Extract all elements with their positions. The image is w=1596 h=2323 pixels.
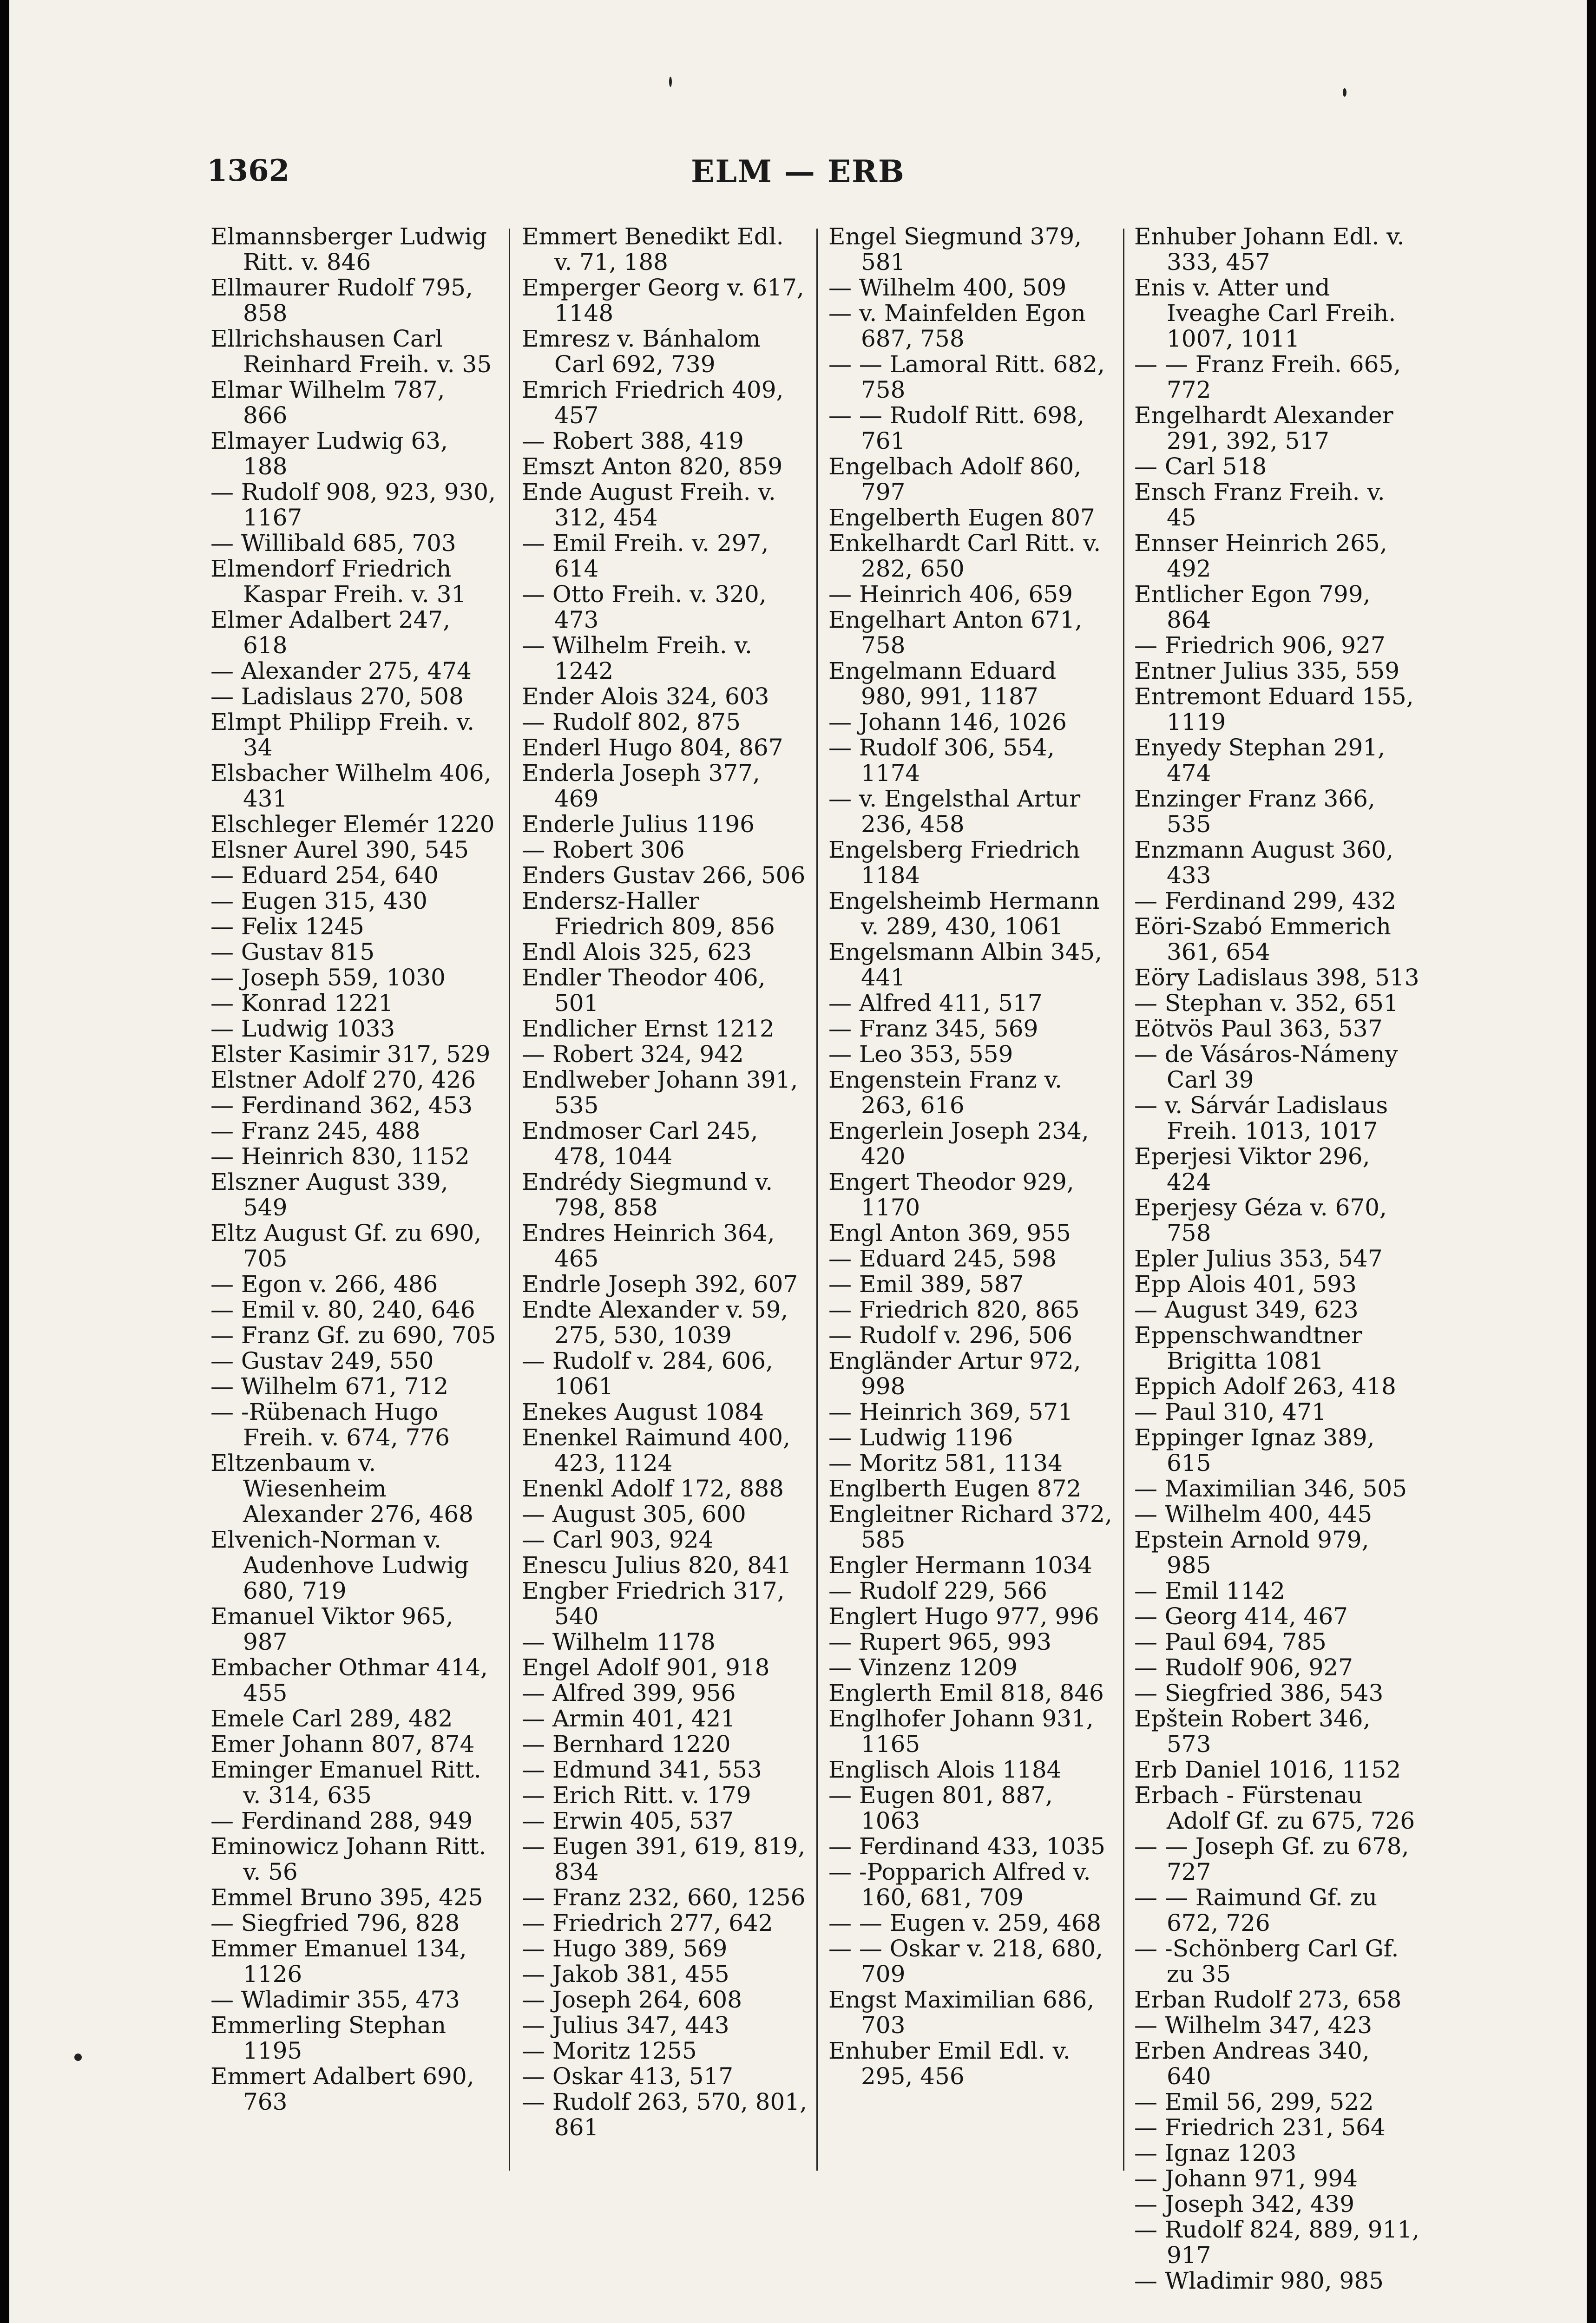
index-entry: — — Oskar v. 218, 680, 709	[828, 1935, 1103, 1988]
index-entry: Embacher Othmar 414, 455	[210, 1654, 488, 1706]
index-entry: — Emil 389, 587	[828, 1271, 1024, 1298]
index-entry: — Eugen 801, 887, 1063	[828, 1782, 1053, 1834]
column-3	[828, 224, 1114, 2175]
index-entry: Elschleger Elemér 1220	[210, 811, 495, 838]
index-entry: Emmerling Stephan 1195	[210, 2012, 447, 2064]
index-entry: — Maximilian 346, 505	[1134, 1475, 1407, 1502]
index-entry: — — Eugen v. 259, 468	[828, 1910, 1101, 1936]
index-entry: Engenstein Franz v. 263, 616	[828, 1066, 1062, 1119]
index-entry: Emmert Adalbert 690, 763	[210, 2063, 474, 2115]
index-entry: Enescu Julius 820, 841	[522, 1552, 792, 1579]
index-entry: Eötvös Paul 363, 537	[1134, 1015, 1383, 1042]
index-entry: Enzinger Franz 366, 535	[1134, 785, 1375, 838]
index-entry: — Wilhelm 400, 509	[828, 274, 1067, 301]
index-entry: — Rupert 965, 993	[828, 1628, 1051, 1655]
index-entry: — Robert 324, 942	[522, 1041, 744, 1068]
index-entry: — Rudolf 802, 875	[522, 709, 741, 735]
index-entry: Eltz August Gf. zu 690, 705	[210, 1220, 482, 1272]
index-entry: — Franz 232, 660, 1256	[522, 1884, 806, 1911]
index-entry: — — Franz Freih. 665, 772	[1134, 351, 1401, 403]
index-entry: Ellrichshausen Carl Reinhard Freih. v. 35	[210, 325, 492, 378]
index-entry: — de Vásáros-Námeny Carl 39	[1134, 1041, 1398, 1093]
index-entry: Ellmaurer Rudolf 795, 858	[210, 274, 473, 327]
index-entry: — Leo 353, 559	[828, 1041, 1013, 1068]
column-divider	[1123, 229, 1124, 2171]
index-entry: Eppich Adolf 263, 418	[1134, 1373, 1396, 1400]
index-entry: — Eduard 254, 640	[210, 862, 439, 889]
index-entry: — Wilhelm 400, 445	[1134, 1501, 1373, 1528]
index-entry: — Emil v. 80, 240, 646	[210, 1296, 475, 1323]
index-entry: Endlicher Ernst 1212	[522, 1015, 775, 1042]
index-entry: — Emil 56, 299, 522	[1134, 2088, 1374, 2115]
index-entry: — Wladimir 355, 473	[210, 1986, 460, 2013]
index-entry: — — Lamoral Ritt. 682, 758	[828, 351, 1105, 403]
index-entry: Enkelhardt Carl Ritt. v. 282, 650	[828, 530, 1101, 582]
index-entry: — Rudolf 263, 570, 801, 861	[522, 2088, 808, 2141]
index-entry: Engel Adolf 901, 918	[522, 1654, 770, 1681]
index-entry: Engelhardt Alexander 291, 392, 517	[1134, 402, 1393, 454]
index-entry: Eppenschwandtner Brigitta 1081	[1134, 1322, 1362, 1374]
index-entry: Enderle Julius 1196	[522, 811, 755, 838]
index-entry: — Ignaz 1203	[1134, 2139, 1297, 2166]
index-entry: Engler Hermann 1034	[828, 1552, 1092, 1579]
index-entry: — Vinzenz 1209	[828, 1654, 1018, 1681]
index-entry: Enderla Joseph 377, 469	[522, 760, 760, 812]
index-entry: Entremont Eduard 155, 1119	[1134, 683, 1414, 735]
index-entry: Engerlein Joseph 234, 420	[828, 1117, 1089, 1170]
index-entry: — Friedrich 231, 564	[1134, 2114, 1386, 2141]
index-entry: Elmar Wilhelm 787, 866	[210, 376, 445, 429]
index-entry: Engelhart Anton 671, 758	[828, 606, 1083, 659]
index-entry: — Siegfried 386, 543	[1134, 1680, 1384, 1706]
index-entry: — Eduard 245, 598	[828, 1245, 1057, 1272]
index-entry: — Rudolf v. 284, 606, 1061	[522, 1347, 773, 1400]
index-entry: Epstein Arnold 979, 985	[1134, 1526, 1369, 1579]
index-entry: Ende August Freih. v. 312, 454	[522, 479, 776, 531]
index-entry: — — Raimund Gf. zu 672, 726	[1134, 1884, 1378, 1936]
index-entry: Erbach - Fürstenau Adolf Gf. zu 675, 726	[1134, 1782, 1415, 1834]
index-entry: Entner Julius 335, 559	[1134, 657, 1400, 684]
index-entry: Elmannsberger Ludwig Ritt. v. 846	[210, 223, 487, 276]
index-entry: — Eugen 315, 430	[210, 887, 427, 914]
index-entry: Endrédy Siegmund v. 798, 858	[522, 1168, 773, 1221]
index-entry: — Stephan v. 352, 651	[1134, 990, 1399, 1017]
index-entry: — Ferdinand 433, 1035	[828, 1833, 1105, 1860]
index-entry: — Wilhelm 1178	[522, 1628, 716, 1655]
index-entry: Erb Daniel 1016, 1152	[1134, 1756, 1401, 1783]
index-entry: Elsner Aurel 390, 545	[210, 836, 469, 863]
index-entry: Engst Maximilian 686, 703	[828, 1986, 1095, 2039]
index-entry: — Konrad 1221	[210, 990, 394, 1017]
index-entry: Engleitner Richard 372, 585	[828, 1501, 1112, 1553]
index-entry: — Edmund 341, 553	[522, 1756, 762, 1783]
index-entry: — Alexander 275, 474	[210, 657, 472, 684]
index-entry: — Bernhard 1220	[522, 1731, 731, 1758]
index-entry: Emmert Benedikt Edl. v. 71, 188	[522, 223, 784, 276]
index-entry: Emer Johann 807, 874	[210, 1731, 475, 1758]
index-entry: Enekes August 1084	[522, 1398, 764, 1425]
index-entry: Eöri-Szabó Emmerich 361, 654	[1134, 913, 1391, 965]
index-entry: — Emil Freih. v. 297, 614	[522, 530, 769, 582]
index-entry: Endersz-Haller Friedrich 809, 856	[522, 887, 775, 940]
index-entry: — Friedrich 277, 642	[522, 1910, 773, 1936]
index-entry: Engelberth Eugen 807	[828, 504, 1095, 531]
index-entry: Elster Kasimir 317, 529	[210, 1041, 491, 1068]
index-entry: Engber Friedrich 317, 540	[522, 1577, 785, 1630]
index-entry: — v. Sárvár Ladislaus Freih. 1013, 1017	[1134, 1092, 1388, 1144]
index-entry: Epler Julius 353, 547	[1134, 1245, 1383, 1272]
index-entry: — -Schönberg Carl Gf. zu 35	[1134, 1935, 1399, 1988]
index-entry: Englberth Eugen 872	[828, 1475, 1082, 1502]
column-1	[210, 224, 496, 2175]
index-entry: — Joseph 264, 608	[522, 1986, 742, 2013]
index-entry: — Rudolf 229, 566	[828, 1577, 1047, 1604]
index-entry: — Ludwig 1033	[210, 1015, 395, 1042]
index-entry: — Robert 306	[522, 836, 685, 863]
index-entry: Eminger Emanuel Ritt. v. 314, 635	[210, 1756, 481, 1809]
index-entry: Elmer Adalbert 247, 618	[210, 606, 451, 659]
page-header	[9, 153, 1587, 195]
index-entry: Ensch Franz Freih. v. 45	[1134, 479, 1385, 531]
index-entry: — Rudolf 824, 889, 911, 917	[1134, 2216, 1420, 2269]
index-entry: — August 305, 600	[522, 1501, 746, 1528]
index-entry: — -Popparich Alfred v. 160, 681, 709	[828, 1858, 1091, 1911]
index-entry: — Egon v. 266, 486	[210, 1271, 438, 1298]
index-entry: Endlweber Johann 391, 535	[522, 1066, 798, 1119]
index-entry: Enenkl Adolf 172, 888	[522, 1475, 784, 1502]
index-entry: Endler Theodor 406, 501	[522, 964, 766, 1017]
index-entry: — Heinrich 830, 1152	[210, 1143, 470, 1170]
index-entry: — Moritz 1255	[522, 2037, 697, 2064]
index-entry: Engelsberg Friedrich 1184	[828, 836, 1080, 889]
index-entry: Ennser Heinrich 265, 492	[1134, 530, 1387, 582]
index-entry: Eppinger Ignaz 389, 615	[1134, 1424, 1375, 1476]
index-entry: Englisch Alois 1184	[828, 1756, 1062, 1783]
index-entry: — Friedrich 820, 865	[828, 1296, 1080, 1323]
index-entry: Engel Siegmund 379, 581	[828, 223, 1082, 276]
index-entry: Eminowicz Johann Ritt. v. 56	[210, 1833, 486, 1885]
index-entry: — Rudolf v. 296, 506	[828, 1322, 1072, 1349]
index-entry: Elszner August 339, 549	[210, 1168, 448, 1221]
index-entry: Enzmann August 360, 433	[1134, 836, 1394, 889]
index-entry: Endmoser Carl 245, 478, 1044	[522, 1117, 758, 1170]
index-entry: — Franz Gf. zu 690, 705	[210, 1322, 496, 1349]
index-entry: Epp Alois 401, 593	[1134, 1271, 1357, 1298]
ink-speck	[669, 77, 672, 87]
index-entry: Elstner Adolf 270, 426	[210, 1066, 476, 1093]
index-entry: Ender Alois 324, 603	[522, 683, 769, 710]
index-entry: — v. Mainfelden Egon 687, 758	[828, 300, 1086, 352]
ink-speck	[74, 2054, 82, 2061]
index-entry: — — Joseph Gf. zu 678, 727	[1134, 1833, 1409, 1885]
index-entry: — v. Engelsthal Artur 236, 458	[828, 785, 1081, 838]
index-entry: — Carl 518	[1134, 453, 1267, 480]
index-entry: Endl Alois 325, 623	[522, 938, 752, 965]
index-entry: Engelmann Eduard 980, 991, 1187	[828, 657, 1057, 710]
index-entry: Enis v. Atter und Iveaghe Carl Freih. 1007, 1011	[1134, 274, 1396, 352]
index-entry: — Heinrich 406, 659	[828, 581, 1073, 608]
index-entry: — Eugen 391, 619, 819, 834	[522, 1833, 806, 1885]
index-entry: — Moritz 581, 1134	[828, 1450, 1063, 1476]
index-entry: — Felix 1245	[210, 913, 364, 940]
index-entry: — August 349, 623	[1134, 1296, 1359, 1323]
running-head: ELM — ERB	[691, 153, 905, 190]
index-entry: Entlicher Egon 799, 864	[1134, 581, 1371, 633]
index-entry: — Franz 245, 488	[210, 1117, 420, 1144]
index-entry: — Joseph 559, 1030	[210, 964, 446, 991]
index-entry: Emele Carl 289, 482	[210, 1705, 453, 1732]
index-entry: — Ferdinand 299, 432	[1134, 887, 1397, 914]
index-entry: Englerth Emil 818, 846	[828, 1680, 1104, 1706]
index-entry: Emperger Georg v. 617, 1148	[522, 274, 804, 327]
index-entry: Enhuber Emil Edl. v. 295, 456	[828, 2037, 1071, 2090]
index-entry: Englhofer Johann 931, 1165	[828, 1705, 1094, 1758]
index-entry: — Johann 146, 1026	[828, 709, 1067, 735]
index-entry: — Alfred 399, 956	[522, 1680, 736, 1706]
index-entry: — Erwin 405, 537	[522, 1807, 734, 1834]
index-entry: Enenkel Raimund 400, 423, 1124	[522, 1424, 790, 1476]
index-entry: — Friedrich 906, 927	[1134, 632, 1386, 659]
index-entry: — Ladislaus 270, 508	[210, 683, 464, 710]
column-divider	[509, 229, 510, 2171]
index-entry: Endte Alexander v. 59, 275, 530, 1039	[522, 1296, 788, 1349]
index-entry: — Joseph 342, 439	[1134, 2191, 1355, 2218]
column-divider	[816, 229, 818, 2171]
index-entry: Endrle Joseph 392, 607	[522, 1271, 798, 1298]
index-entry: — Johann 971, 994	[1134, 2165, 1358, 2192]
index-entry: — Heinrich 369, 571	[828, 1398, 1073, 1425]
index-entry: Epštein Robert 346, 573	[1134, 1705, 1371, 1758]
index-entry: Engl Anton 369, 955	[828, 1220, 1071, 1247]
index-entry: Elvenich-Norman v. Audenhove Ludwig 680, 719	[210, 1526, 469, 1604]
index-entry: Engert Theodor 929, 1170	[828, 1168, 1074, 1221]
index-entry: Erban Rudolf 273, 658	[1134, 1986, 1402, 2013]
column-4	[1134, 223, 1420, 2294]
index-entry: Eöry Ladislaus 398, 513	[1134, 964, 1419, 991]
index-entry: Elsbacher Wilhelm 406, 431	[210, 760, 492, 812]
index-entry: — Julius 347, 443	[522, 2012, 729, 2039]
index-entry: Engelsmann Albin 345, 441	[828, 938, 1102, 991]
column-2	[522, 224, 808, 2175]
index-entry: — -Rübenach Hugo Freih. v. 674, 776	[210, 1398, 450, 1451]
index-entry: Engelbach Adolf 860, 797	[828, 453, 1082, 505]
index-entry: Erben Andreas 340, 640	[1134, 2037, 1370, 2090]
index-entry: Elmendorf Friedrich Kaspar Freih. v. 31	[210, 555, 466, 608]
index-entry: Emrich Friedrich 409, 457	[522, 376, 784, 429]
index-entry: Eperjesy Géza v. 670, 758	[1134, 1194, 1387, 1247]
index-entry: Engelsheimb Hermann v. 289, 430, 1061	[828, 887, 1100, 940]
index-entry: Endres Heinrich 364, 465	[522, 1220, 775, 1272]
index-entry: — Wladimir 980, 985	[1134, 2267, 1384, 2294]
ink-speck	[1343, 88, 1346, 97]
index-entry: — Wilhelm 347, 423	[1134, 2012, 1373, 2039]
index-entry: — Gustav 815	[210, 938, 375, 965]
index-entry: — Gustav 249, 550	[210, 1347, 434, 1374]
index-entry: — Hugo 389, 569	[522, 1935, 728, 1962]
index-entry: — Georg 414, 467	[1134, 1603, 1348, 1630]
index-entry: — Carl 903, 924	[522, 1526, 714, 1553]
index-entry: — Rudolf 306, 554, 1174	[828, 734, 1055, 787]
index-entry: — Wilhelm 671, 712	[210, 1373, 449, 1400]
directory-page	[9, 0, 1587, 2323]
index-entry: — Ludwig 1196	[828, 1424, 1013, 1451]
index-entry: — Emil 1142	[1134, 1577, 1285, 1604]
index-entry: — Paul 310, 471	[1134, 1398, 1327, 1425]
index-entry: — Rudolf 906, 927	[1134, 1654, 1353, 1681]
index-entry: — Siegfried 796, 828	[210, 1910, 460, 1936]
index-entry: Enderl Hugo 804, 867	[522, 734, 783, 761]
index-entry: Emmer Emanuel 134, 1126	[210, 1935, 467, 1988]
index-entry: — Ferdinand 362, 453	[210, 1092, 473, 1119]
index-entry: — Wilhelm Freih. v. 1242	[522, 632, 752, 684]
index-entry: Engländer Artur 972, 998	[828, 1347, 1081, 1400]
index-entry: — Willibald 685, 703	[210, 530, 456, 557]
index-entry: Enders Gustav 266, 506	[522, 862, 806, 889]
index-entry: Enyedy Stephan 291, 474	[1134, 734, 1386, 787]
index-entry: Eperjesi Viktor 296, 424	[1134, 1143, 1370, 1195]
index-entry: Elmpt Philipp Freih. v. 34	[210, 709, 474, 761]
page-number: 1362	[207, 153, 290, 188]
index-entry: Emmel Bruno 395, 425	[210, 1884, 483, 1911]
index-entry: — Oskar 413, 517	[522, 2063, 734, 2090]
index-entry: Enhuber Johann Edl. v. 333, 457	[1134, 223, 1405, 276]
index-entry: — Erich Ritt. v. 179	[522, 1782, 751, 1809]
index-entry: — — Rudolf Ritt. 698, 761	[828, 402, 1085, 454]
index-columns	[207, 223, 1433, 2294]
index-entry: — Ferdinand 288, 949	[210, 1807, 473, 1834]
index-entry: — Rudolf 908, 923, 930, 1167	[210, 479, 496, 531]
index-entry: Emszt Anton 820, 859	[522, 453, 783, 480]
index-entry: — Armin 401, 421	[522, 1705, 736, 1732]
index-entry: Emanuel Viktor 965, 987	[210, 1603, 453, 1655]
index-entry: Eltzenbaum v. Wiesenheim Alexander 276, 468	[210, 1450, 473, 1528]
index-entry: Elmayer Ludwig 63, 188	[210, 427, 448, 480]
index-entry: — Jakob 381, 455	[522, 1961, 729, 1988]
index-entry: — Paul 694, 785	[1134, 1628, 1327, 1655]
index-entry: — Robert 388, 419	[522, 427, 744, 454]
index-entry: — Alfred 411, 517	[828, 990, 1043, 1017]
index-entry: — Franz 345, 569	[828, 1015, 1038, 1042]
index-entry: — Otto Freih. v. 320, 473	[522, 581, 767, 633]
index-entry: Emresz v. Bánhalom Carl 692, 739	[522, 325, 761, 378]
index-entry: Englert Hugo 977, 996	[828, 1603, 1099, 1630]
